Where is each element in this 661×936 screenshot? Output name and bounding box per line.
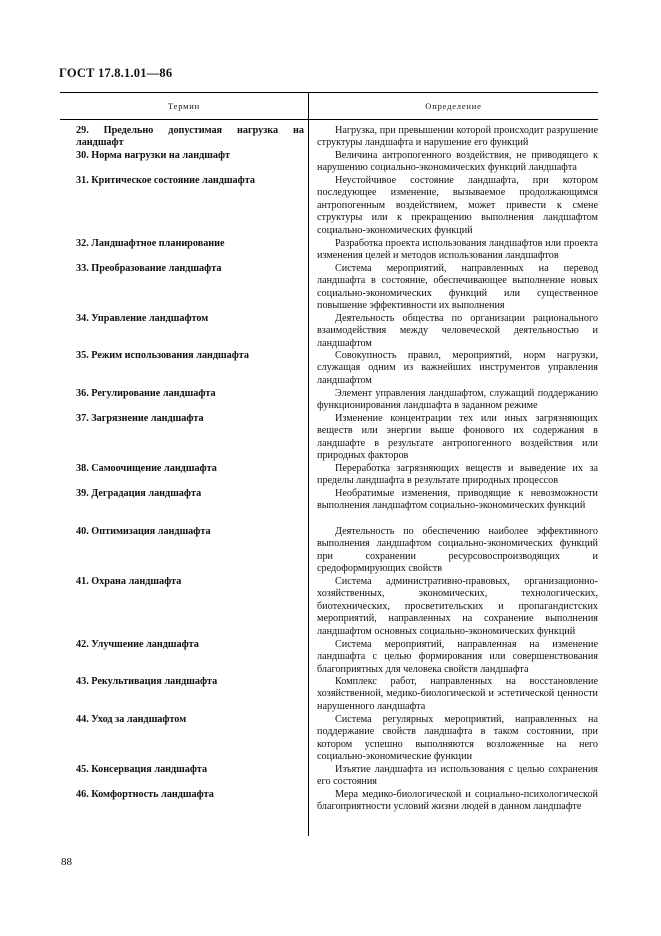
term-cell: 42. Улучшение ландшафта (76, 639, 199, 650)
table-row (60, 676, 598, 713)
term-cell: 39. Деградация ландшафта (76, 488, 202, 499)
table-row (60, 714, 598, 764)
table-header (60, 92, 598, 120)
definition-cell: Система мероприятий, направленная на изменение ландшафта с целью формирования или совершенствования благоприятных для человека свойств ландшафта (317, 639, 598, 675)
definition-cell: Деятельность по обеспечению наиболее эффективного выполнения ландшафтом социально-экономических функций при сохранении ресурсовоспроизводящих и средоформирующих свойств (317, 526, 598, 575)
definition-cell: Изъятие ландшафта из использования с целью сохранения его состояния (317, 764, 598, 788)
term-cell: 36. Регулирование ландшафта (76, 388, 216, 399)
table-row (60, 313, 598, 350)
term-cell: 45. Консервация ландшафта (76, 764, 208, 775)
definition-cell: Разработка проекта использования ландшафтов или проекта изменения целей и методов использования ландшафтов (317, 238, 598, 262)
table-row (60, 350, 598, 387)
table-row (60, 388, 598, 413)
column-header-definition: Определение (425, 101, 482, 111)
definition-cell: Необратимые изменения, приводящие к невозможности выполнения ландшафтом социально-экономических функций (317, 488, 598, 512)
terms-table (60, 92, 598, 836)
term-cell: 32. Ландшафтное планирование (76, 238, 225, 249)
term-cell: 44. Уход за ландшафтом (76, 714, 187, 725)
term-cell: 38. Самоочищение ландшафта (76, 463, 217, 474)
table-row (60, 413, 598, 463)
table-row (60, 639, 598, 676)
table-row (60, 764, 598, 789)
definition-cell: Переработка загрязняющих веществ и выведение их за пределы ландшафта в результате природных процессов (317, 463, 598, 487)
table-row (60, 576, 598, 638)
term-cell: 33. Преобразование ландшафта (76, 263, 222, 274)
table-row (60, 526, 598, 576)
term-cell: 37. Загрязнение ландшафта (76, 413, 204, 424)
term-cell: 46. Комфортность ландшафта (76, 789, 214, 800)
definition-cell: Деятельность общества по организации рационального взаимодействия между человеческой деятельностью и ландшафтом (317, 313, 598, 349)
term-cell: 31. Критическое состояние ландшафта (76, 175, 255, 186)
table-row (60, 150, 598, 175)
term-cell: 40. Оптимизация ландшафта (76, 526, 211, 537)
table-row (60, 463, 598, 488)
definition-cell: Нагрузка, при превышении которой происходит разрушение структуры ландшафта и нарушение его функций (317, 125, 598, 149)
term-cell: 43. Рекультивация ландшафта (76, 676, 218, 687)
term-cell: 30. Норма нагрузки на ландшафт (76, 150, 231, 161)
definition-cell: Величина антропогенного воздействия, не приводящего к нарушению социально-экономических функций ландшафта (317, 150, 598, 174)
page-number: 88 (61, 856, 72, 868)
definition-cell: Совокупность правил, мероприятий, норм нагрузки, служащая одним из важнейших инструментов управления ландшафтом (317, 350, 598, 386)
table-row (60, 125, 598, 150)
definition-cell: Система регулярных мероприятий, направленных на поддержание свойств ландшафта в таком состоянии, при котором успешно выполняются возложенные на него социально-экономические функции (317, 714, 598, 763)
table-row (60, 238, 598, 263)
standard-code: ГОСТ 17.8.1.01—86 (59, 66, 173, 80)
definition-cell: Элемент управления ландшафтом, служащий поддержанию функционирования ландшафта в заданном режиме (317, 388, 598, 412)
definition-cell: Система административно-правовых, организационно-хозяйственных, экономических, технологических, биотехнических, просветительских и пропагандистских мероприятий, направленных на сохранение выполнения ландшафтом основных социально-экономических функций (317, 576, 598, 637)
term-cell: 29. Предельно допустимая нагрузка на ландшафт (76, 125, 304, 149)
column-header-term: Термин (167, 101, 201, 111)
definition-cell: Неустойчивое состояние ландшафта, при котором последующее изменение, вызываемое продолжающимся антропогенным воздействием, может привести к смене структуры или к прекращению выполнения ландшафтом социально-экономических функций (317, 175, 598, 236)
definition-cell: Комплекс работ, направленных на восстановление хозяйственной, медико-биологической и эстетической ценности нарушенного ландшафта (317, 676, 598, 712)
definition-cell: Система мероприятий, направленных на перевод ландшафта в состояние, обеспечивающее выполнение новых социально-экономических функций или существенное повышение эффективности их выполнения (317, 263, 598, 312)
term-cell: 41. Охрана ландшафта (76, 576, 182, 587)
term-cell: 34. Управление ландшафтом (76, 313, 209, 324)
table-row (60, 488, 598, 513)
table-body (60, 120, 598, 836)
definition-cell: Мера медико-биологической и социально-психологической благоприятности условий жизни людей в данном ландшафте (317, 789, 598, 813)
table-row (60, 175, 598, 237)
table-row (60, 263, 598, 313)
table-row (60, 789, 598, 814)
term-cell: 35. Режим использования ландшафта (76, 350, 250, 361)
definition-cell: Изменение концентрации тех или иных загрязняющих веществ или энергии выше фонового их содержания в ландшафте в результате антропогенного воздействия или природных факторов (317, 413, 598, 462)
